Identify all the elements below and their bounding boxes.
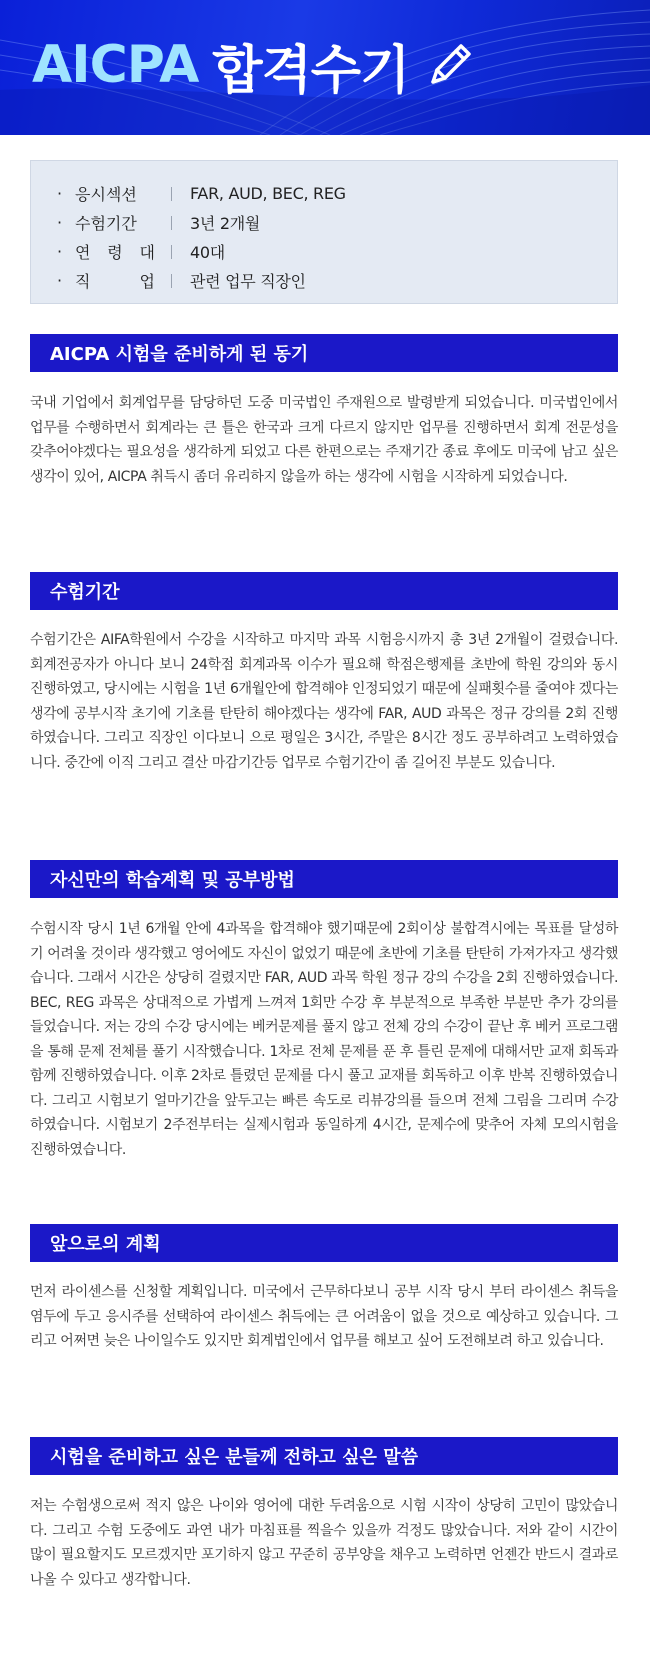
info-label: 수험기간: [75, 214, 137, 233]
page-title: [32, 30, 477, 100]
separator: [171, 245, 172, 259]
label-char: 업: [139, 272, 155, 291]
label-char: 직: [75, 272, 91, 291]
pencil-icon: [423, 38, 477, 92]
separator: [171, 216, 172, 230]
info-box: [30, 160, 618, 304]
section-heading-future-plan: 앞으로의 계획: [30, 1224, 618, 1262]
section-body-future-plan: 먼저 라이센스를 신청할 계획입니다. 미국에서 근무하다보니 공부 시작 당시 부터 라이센스 취득을 염두에 두고 응시주를 선택하여 라이센스 취득에는 큰 어려움이 없을 것으로 예상하고 있습니다. 그리고 어쩌면 늦은 나이일수도 있지만 회계법인에서 업무를 해보고 싶어 도전해보려 하고 있습니다.: [30, 1284, 618, 1349]
section-heading-advice: 시험을 준비하고 싶은 분들께 전하고 싶은 말씀: [30, 1437, 618, 1475]
info-value: FAR, AUD, BEC, REG: [190, 184, 346, 203]
header-banner: [0, 0, 650, 135]
info-label: 응시섹션: [75, 185, 137, 204]
section-body-period: 수험기간은 AIFA학원에서 수강을 시작하고 마지막 과목 시험응시까지 총 3년 2개월이 걸렸습니다. 회계전공자가 아니다 보니 24학점 회계과목 이수가 필요해 학점은행제를 초반에 학원 강의와 동시 진행하였고, 당시에는 시험을 1년 6개월안에 합격해야 인정되었기 때문에 실패횟수를 줄여야 겠다는 생각에 공부시작 초기에 기초를 탄탄히 해야겠다는 생각에 FAR, AUD 과목은 정규 강의를 2회 진행하였습니다. 그리고 직장인 이다보니 으로 평일은 3시간, 주말은 8시간 정도 공부하려고 노력하였습니다. 중간에 이직 그리고 결산 마감기간등 업무로 수험기간이 좀 길어진 부분도 있습니다.: [30, 632, 618, 771]
bullet: ·: [57, 271, 63, 290]
label-char: 령: [107, 243, 123, 262]
section-body-study-plan: 수험시작 당시 1년 6개월 안에 4과목을 합격해야 했기때문에 2회이상 불합격시에는 목표를 달성하기 어려울 것이라 생각했고 영어에도 자신이 없었기 때문에 초반에 기초를 탄탄히 가져가자고 생각했습니다. 그래서 시간은 상당히 걸렸지만 FAR, AUD 과목 학원 정규 강의 수강을 2회 진행하였습니다. BEC, REG 과목은 상대적으로 가볍게 느껴져 1회만 수강 후 부분적으로 부족한 부분만 추가 강의를 들었습니다. 저는 강의 수강 당시에는 베커문제를 풀지 않고 전체 강의 수강이 끝난 후 베커 프로그램을 통해 문제 전체를 풀기 시작했습니다. 1차로 전체 문제를 푼 후 틀린 문제에 대해서만 교재 회독과 함께 진행하였습니다. 이후 2차로 틀렸던 문제를 다시 풀고 교재를 회독하고 이후 반복 진행하였습니다. 그리고 시험보기 얼마기간을 앞두고는 빠른 속도로 리뷰강의를 들으며 전체 그림을 그리며 수강하였습니다. 시험보기 2주전부터는 실제시험과 동일하게 4시간, 문제수에 맞추어 자체 모의시험을 진행하였습니다.: [30, 921, 618, 1158]
bullet: ·: [57, 242, 63, 261]
separator: [171, 274, 172, 288]
info-row-job: [57, 266, 617, 295]
section-heading-study-plan: 자신만의 학습계획 및 공부방법: [30, 860, 618, 898]
info-value: 40대: [190, 243, 225, 262]
info-row-section: [57, 179, 617, 208]
section-heading-period: 수험기간: [30, 572, 618, 610]
info-label: [75, 269, 155, 292]
label-char: 대: [139, 243, 155, 262]
section-body-advice: 저는 수험생으로써 적지 않은 나이와 영어에 대한 두려움으로 시험 시작이 상당히 고민이 많았습니다. 그리고 수험 도중에도 과연 내가 마침표를 찍을수 있을까 걱정도 많았습니다. 저와 같이 시간이 많이 필요할지도 모르겠지만 포기하지 않고 꾸준히 공부양을 채우고 노력하면 언젠간 반드시 결과로 나올 수 있다고 생각합니다.: [30, 1498, 618, 1588]
info-value: 3년 2개월: [190, 214, 261, 233]
bullet: ·: [57, 213, 63, 232]
title-main: 합격수기: [212, 40, 410, 101]
info-value: 관련 업무 직장인: [190, 272, 306, 291]
section-body-motivation: 국내 기업에서 회계업무를 담당하던 도중 미국법인 주재원으로 발령받게 되었습니다. 미국법인에서 업무를 수행하면서 회계라는 큰 틀은 한국과 크게 다르지 않지만 업무를 진행하면서 회계 전문성을 갖추어야겠다는 필요성을 생각하게 되었고 다른 한편으로는 주재기간 종료 후에도 미국에 남고 싶은 생각이 있어, AICPA 취득시 좀더 유리하지 않을까 하는 생각에 시험을 시작하게 되었습니다.: [30, 395, 618, 485]
section-heading-motivation: AICPA 시험을 준비하게 된 동기: [30, 334, 618, 372]
info-row-age: [57, 237, 617, 266]
label-char: 연: [75, 243, 91, 262]
info-label: [75, 240, 155, 263]
info-row-period: [57, 208, 617, 237]
bullet: ·: [57, 184, 63, 203]
separator: [171, 187, 172, 201]
title-accent: AICPA: [32, 35, 199, 95]
